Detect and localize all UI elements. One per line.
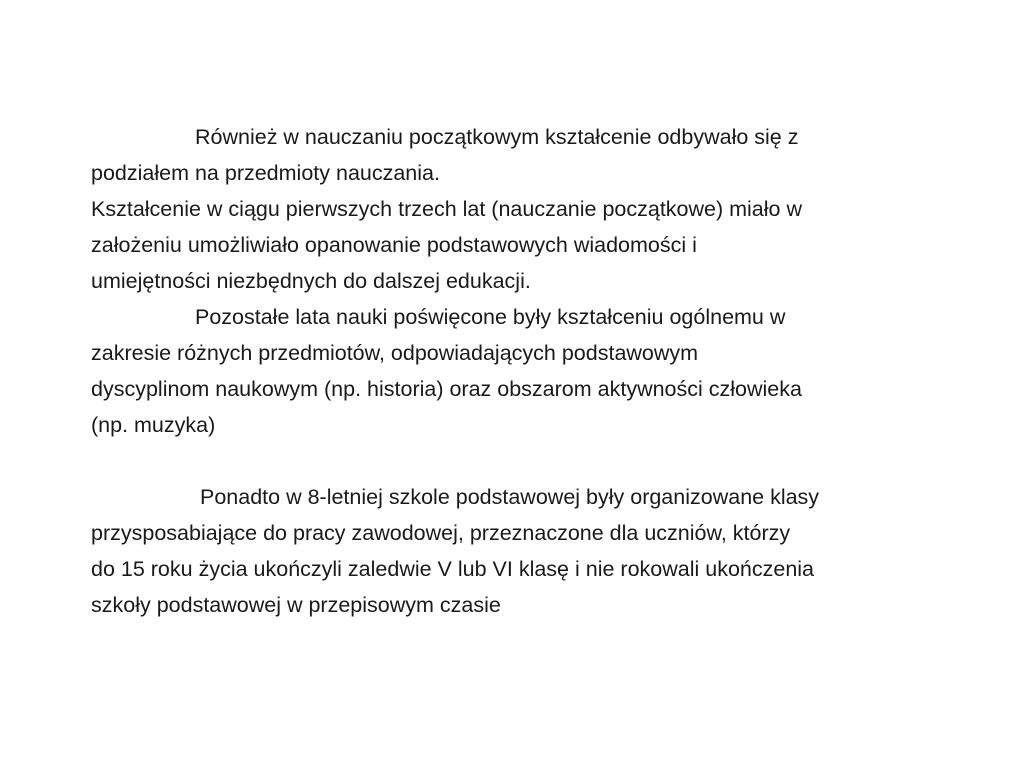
paragraph-2-line-2: założeniu umożliwiało opanowanie podstawowych wiadomości i [91, 233, 697, 257]
paragraph-3-line-4: (np. muzyka) [91, 413, 216, 437]
paragraph-3-line-2: zakresie różnych przedmiotów, odpowiadających podstawowym [91, 341, 699, 365]
paragraph-1-line-1: Również w nauczaniu początkowym kształcenie odbywało się z [195, 125, 799, 149]
paragraph-3-line-1: Pozostałe lata nauki poświęcone były kształceniu ogólnemu w [195, 305, 786, 329]
paragraph-4-line-2: przysposabiające do pracy zawodowej, przeznaczone dla uczniów, którzy [91, 521, 791, 545]
paragraph-4-line-1: Ponadto w 8-letniej szkole podstawowej były organizowane klasy [200, 485, 820, 509]
paragraph-4-line-4: szkoły podstawowej w przepisowym czasie [91, 593, 501, 617]
blank-line [91, 443, 971, 479]
slide-text-body [91, 119, 971, 623]
paragraph-3-line-3: dyscyplinom naukowym (np. historia) oraz obszarom aktywności człowieka [91, 377, 802, 401]
paragraph-1-line-2: podziałem na przedmioty nauczania. [91, 161, 440, 185]
paragraph-4-line-3: do 15 roku życia ukończyli zaledwie V lub VI klasę i nie rokowali ukończenia [91, 557, 815, 581]
paragraph-2-line-3: umiejętności niezbędnych do dalszej edukacji. [91, 269, 531, 293]
paragraph-2-line-1: Kształcenie w ciągu pierwszych trzech lat (nauczanie początkowe) miało w [91, 197, 803, 221]
